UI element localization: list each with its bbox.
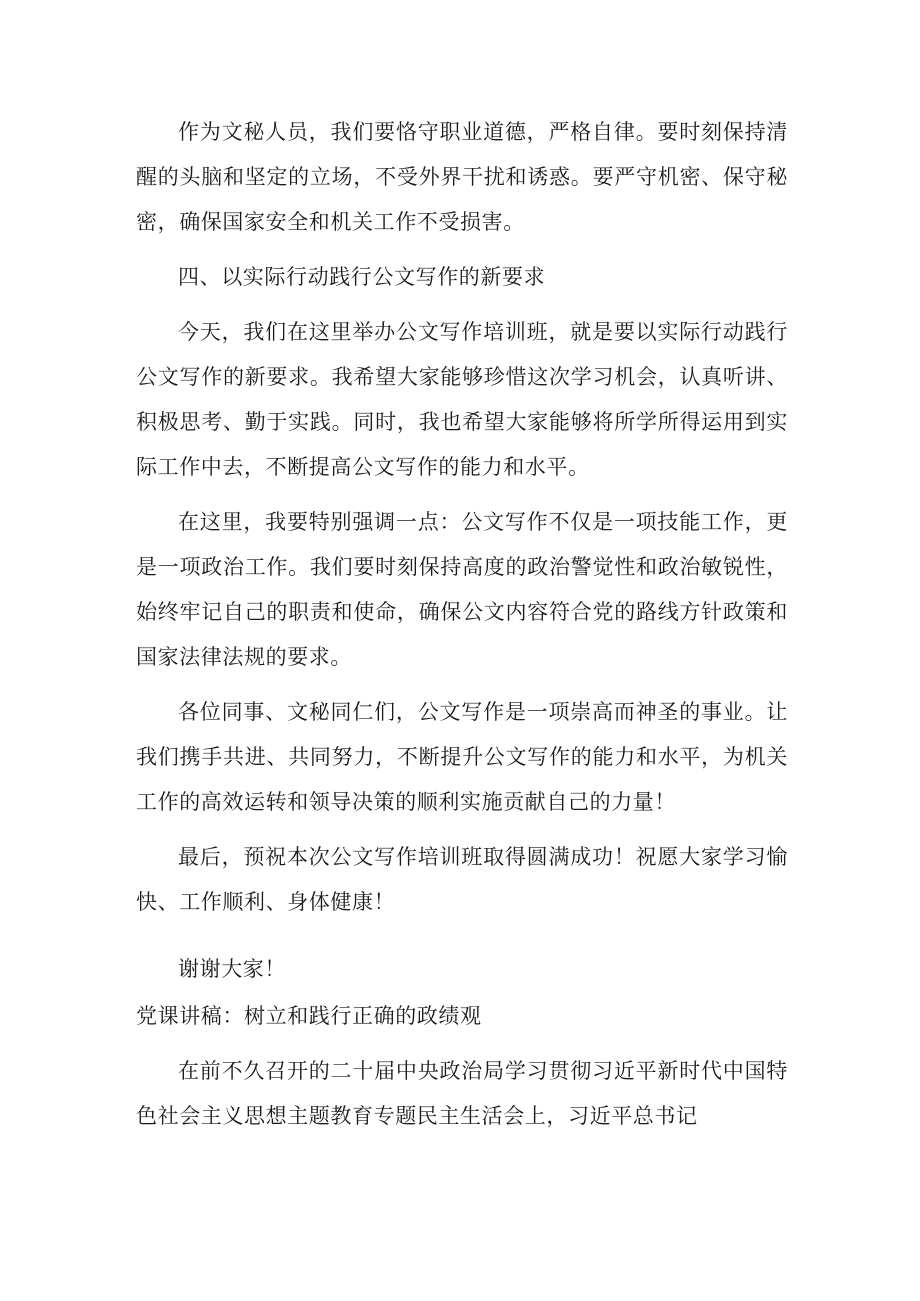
thanks-line: 谢谢大家！ <box>178 957 286 981</box>
section-heading-four: 四、以实际行动践行公文写作的新要求 <box>178 265 546 289</box>
paragraph-secretary-ethics: 作为文秘人员，我们要恪守职业道德，严格自律。要时刻保持清醒的头脑和坚定的立场，不受外界干扰和诱惑。要严守机密、保守秘密，确保国家安全和机关工作不受损害。 <box>136 120 788 234</box>
paragraph-colleagues: 各位同事、文秘同仁们，公文写作是一项崇高而神圣的事业。让我们携手共进、共同努力，不断提升公文写作的能力和水平，为机关工作的高效运转和领导决策的顺利实施贡献自己的力量！ <box>136 700 788 814</box>
paragraph-closing-wishes: 最后，预祝本次公文写作培训班取得圆满成功！祝愿大家学习愉快、工作顺利、身体健康！ <box>136 845 788 914</box>
paragraph-second-speech-intro: 在前不久召开的二十届中央政治局学习贯彻习近平新时代中国特色社会主义思想主题教育专题民主生活会上，习近平总书记 <box>136 1059 788 1128</box>
paragraph-political-work: 在这里，我要特别强调一点：公文写作不仅是一项技能工作，更是一项政治工作。我们要时刻保持高度的政治警觉性和政治敏锐性，始终牢记自己的职责和使命，确保公文内容符合党的路线方针政策和国家法律法规的要求。 <box>136 510 788 669</box>
document-page <box>136 110 788 1139</box>
paragraph-training-class: 今天，我们在这里举办公文写作培训班，就是要以实际行动践行公文写作的新要求。我希望大家能够珍惜这次学习机会，认真听讲、积极思考、勤于实践。同时，我也希望大家能够将所学所得运用到实际工作中去，不断提高公文写作的能力和水平。 <box>136 320 788 479</box>
second-speech-title: 党课讲稿：树立和践行正确的政绩观 <box>136 1004 482 1028</box>
